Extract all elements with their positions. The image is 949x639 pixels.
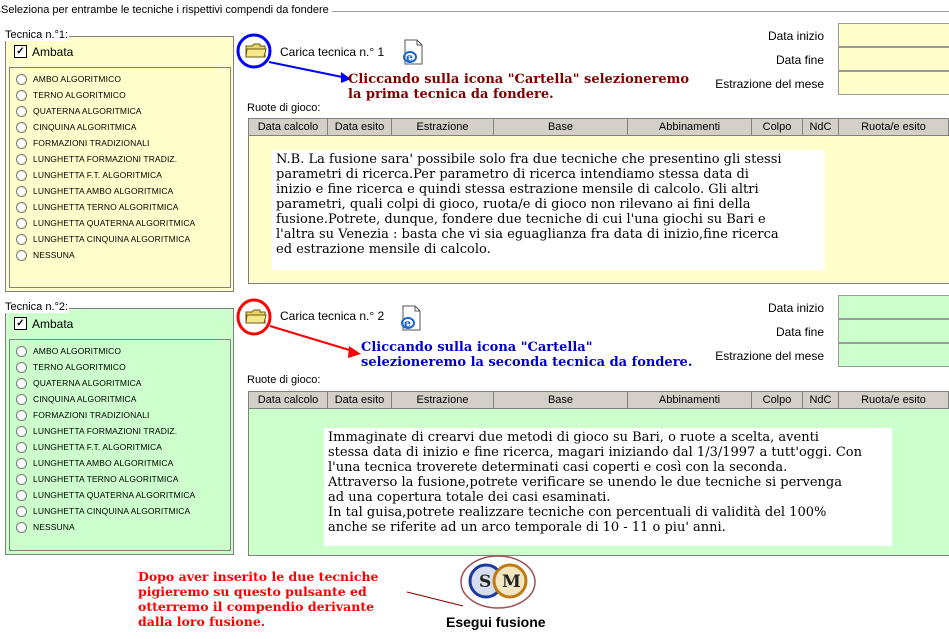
technique2-option-label: QUATERNA ALGORITMICA [33,378,142,388]
svg-text:e: e [404,317,411,330]
technique2-radio-button[interactable] [16,506,27,517]
technique1-options [16,71,195,263]
technique1-arrow [265,58,355,88]
technique2-data-fine-label: Data fine [775,325,824,339]
technique2-option[interactable] [16,343,195,359]
grid-column-header[interactable]: Colpo [752,392,803,408]
note-line: anche se riferite ad un arco temporale di 10 - 11 o piu' anni. [328,520,726,535]
technique2-radio-button[interactable] [16,522,27,533]
technique2-radio-button[interactable] [16,346,27,357]
technique1-radio-button[interactable] [16,170,27,181]
technique1-data-fine-label: Data fine [775,53,824,67]
technique2-radio-button[interactable] [16,474,27,485]
technique2-option[interactable] [16,359,195,375]
technique1-ambata-checkbox[interactable]: ✓ [14,45,27,58]
note-line: stessa data di inizio e fine ricerca, magari iniziando dal 1/3/1997 a tutt'oggi. Con [328,445,862,460]
technique2-option[interactable] [16,407,195,423]
technique1-callout: Cliccando sulla icona "Cartella" selezioneremo la prima tecnica da fondere. [348,72,690,102]
technique1-option[interactable] [16,247,195,263]
technique1-option-label: LUNGHETTA TERNO ALGORITMICA [33,202,179,212]
technique2-option-label: LUNGHETTA F.T. ALGORITMICA [33,442,163,452]
technique1-radio-button[interactable] [16,186,27,197]
technique2-load-label: Carica tecnica n.° 2 [280,309,385,323]
grid-column-header[interactable]: Abbinamenti [628,119,752,135]
technique2-ambata-checkbox[interactable]: ✓ [14,317,27,330]
technique1-radio-button[interactable] [16,154,27,165]
grid-column-header[interactable]: Data esito [328,392,392,408]
technique1-radio-button[interactable] [16,90,27,101]
technique1-load-label: Carica tecnica n.° 1 [280,45,385,59]
technique1-option[interactable] [16,199,195,215]
note-line: l'altra su Venezia : basta che vi sia eguaglianza fra data di inizio,fine ricerca [276,227,779,242]
technique2-option[interactable] [16,423,195,439]
technique1-data-inizio-field[interactable] [838,23,949,47]
technique1-radio-button[interactable] [16,138,27,149]
note-line: l'una tecnica troverete determinati casi coperti e così con la seconda. [328,460,788,475]
note-line: N.B. La fusione sara' possibile solo fra due tecniche che presentino gli stessi [276,152,782,167]
grid-column-header[interactable]: Ruota/e esito [839,392,949,408]
fusion-button-label: Esegui fusione [446,614,546,630]
note-line: Immaginate di crearvi due metodi di gioco su Bari, o ruote a scelta, aventi [328,430,819,445]
technique1-option[interactable] [16,87,195,103]
technique1-option-label: AMBO ALGORITMICO [33,74,122,84]
technique2-option[interactable] [16,519,195,535]
technique1-option[interactable] [16,151,195,167]
technique1-option-label: TERNO ALGORITMICO [33,90,126,100]
technique2-radio-button[interactable] [16,362,27,373]
technique2-option-label: AMBO ALGORITMICO [33,346,122,356]
technique1-radio-button[interactable] [16,234,27,245]
technique1-ambata-label: Ambata [32,45,74,59]
technique1-radio-button[interactable] [16,250,27,261]
technique1-option-label: LUNGHETTA QUATERNA ALGORITMICA [33,218,196,228]
grid-column-header[interactable]: Colpo [752,119,803,135]
technique1-radio-button[interactable] [16,122,27,133]
technique1-estrazione-field[interactable] [838,71,949,95]
technique2-option-label: LUNGHETTA FORMAZIONI TRADIZ. [33,426,178,436]
technique1-option[interactable] [16,167,195,183]
technique2-option[interactable] [16,391,195,407]
svg-text:M: M [502,572,521,592]
technique2-data-inizio-label: Data inizio [767,301,824,315]
technique2-option[interactable] [16,471,195,487]
technique2-option[interactable] [16,439,195,455]
technique2-ambata-label: Ambata [32,317,74,331]
technique2-option[interactable] [16,503,195,519]
technique1-ruote-label: Ruote di gioco: [247,102,321,114]
technique1-option[interactable] [16,103,195,119]
technique2-estrazione-field[interactable] [838,343,949,367]
technique1-radio-button[interactable] [16,202,27,213]
grid-column-header[interactable]: Base [494,392,628,408]
technique2-option-label: LUNGHETTA TERNO ALGORITMICA [33,474,179,484]
grid-column-header[interactable]: Data calcolo [249,119,328,135]
technique1-radio-button[interactable] [16,106,27,117]
technique1-ie-document-icon[interactable] [401,39,423,63]
svg-text:e: e [406,51,413,64]
note-line: parametri di ricerca.Per parametro di ricerca intendiamo stessa data di [276,167,749,182]
technique2-ie-document-icon[interactable] [399,305,421,329]
technique1-option[interactable] [16,135,195,151]
technique1-option-label: CINQUINA ALGORITMICA [33,122,137,132]
technique2-data-fine-field[interactable] [838,319,949,343]
grid-column-header[interactable]: NdC [803,392,839,408]
grid-column-header[interactable]: Data esito [328,119,392,135]
note-line: ed estrazione mensile di calcolo. [276,242,491,257]
technique1-estrazione-label: Estrazione del mese [715,77,824,91]
technique1-option[interactable] [16,231,195,247]
technique2-grid-header [249,392,949,409]
technique1-option[interactable] [16,215,195,231]
technique2-option-label: LUNGHETTA AMBO ALGORITMICA [33,458,174,468]
technique2-radio-button[interactable] [16,458,27,469]
technique2-option-label: TERNO ALGORITMICO [33,362,126,372]
technique2-option-label: LUNGHETTA CINQUINA ALGORITMICA [33,506,191,516]
technique2-radio-button[interactable] [16,394,27,405]
grid-column-header[interactable]: Ruota/e esito [839,119,949,135]
technique2-radio-button[interactable] [16,490,27,501]
technique2-legend: Tecnica n.°2: [5,301,69,313]
technique1-data-fine-field[interactable] [838,47,949,71]
technique1-note [272,150,825,270]
technique1-option[interactable] [16,183,195,199]
svg-text:S: S [479,572,492,592]
technique2-option-label: LUNGHETTA QUATERNA ALGORITMICA [33,490,196,500]
technique1-radio-button[interactable] [16,74,27,85]
note-line: ad una copertura totale dei casi esaminati. [328,490,611,505]
technique2-option[interactable] [16,455,195,471]
note-line: parametri, quali colpi di gioco, ruota/e di gioco non rilevano ai fini della [276,197,751,212]
technique2-data-inizio-field[interactable] [838,295,949,319]
technique1-option-label: LUNGHETTA FORMAZIONI TRADIZ. [33,154,178,164]
note-line: In tal guisa,potrete realizzare tecniche con percentuali di validità del 100% [328,505,827,520]
grid-column-header[interactable]: Base [494,119,628,135]
grid-column-header[interactable]: NdC [803,119,839,135]
technique1-option-label: LUNGHETTA CINQUINA ALGORITMICA [33,234,191,244]
fusion-button[interactable] [446,552,548,634]
technique2-note [324,428,892,546]
technique2-radio-button[interactable] [16,426,27,437]
technique2-option-label: CINQUINA ALGORITMICA [33,394,137,404]
technique2-ruote-label: Ruote di gioco: [247,374,321,386]
note-line: inizio e fine ricerca e quindi stessa estrazione mensile di calcolo. Gli altri [276,182,759,197]
technique2-option-label: NESSUNA [33,522,75,532]
technique2-radio-button[interactable] [16,378,27,389]
technique2-radio-button[interactable] [16,442,27,453]
technique2-option[interactable] [16,375,195,391]
technique1-option-label: FORMAZIONI TRADIZIONALI [33,138,150,148]
header-title: Seleziona per entrambe le tecniche i rispettivi compendi da fondere [1,4,332,16]
technique2-callout: Cliccando sulla icona "Cartella" selezioneremo la seconda tecnica da fondere. [361,340,693,370]
technique1-option-label: QUATERNA ALGORITMICA [33,106,142,116]
technique2-estrazione-label: Estrazione del mese [715,349,824,363]
technique1-legend: Tecnica n.°1: [5,29,69,41]
technique1-option-label: NESSUNA [33,250,75,260]
note-line: Attraverso la fusione,potrete verificare se unendo le due tecniche si pervenga [328,475,842,490]
technique1-radio-button[interactable] [16,218,27,229]
technique1-grid-header [249,119,949,136]
technique2-option[interactable] [16,487,195,503]
technique2-option-label: FORMAZIONI TRADIZIONALI [33,410,150,420]
grid-column-header[interactable]: Abbinamenti [628,392,752,408]
technique1-data-inizio-label: Data inizio [767,29,824,43]
grid-column-header[interactable]: Estrazione [392,392,494,408]
technique2-arrow [266,322,366,362]
note-line: fusione.Potrete, dunque, fondere due tecniche di cui l'una giochi su Bari e [276,212,766,227]
technique2-options [16,343,195,535]
technique2-radio-button[interactable] [16,410,27,421]
fusion-callout: Dopo aver inserito le due tecniche pigieremo su questo pulsante ed otterremo il compendio derivante dalla loro fusione. [138,569,379,629]
fusion-sm-icon [458,554,538,610]
grid-column-header[interactable]: Data calcolo [249,392,328,408]
technique1-option[interactable] [16,119,195,135]
technique1-option-label: LUNGHETTA AMBO ALGORITMICA [33,186,174,196]
technique1-option-label: LUNGHETTA F.T. ALGORITMICA [33,170,163,180]
technique1-option[interactable] [16,71,195,87]
grid-column-header[interactable]: Estrazione [392,119,494,135]
